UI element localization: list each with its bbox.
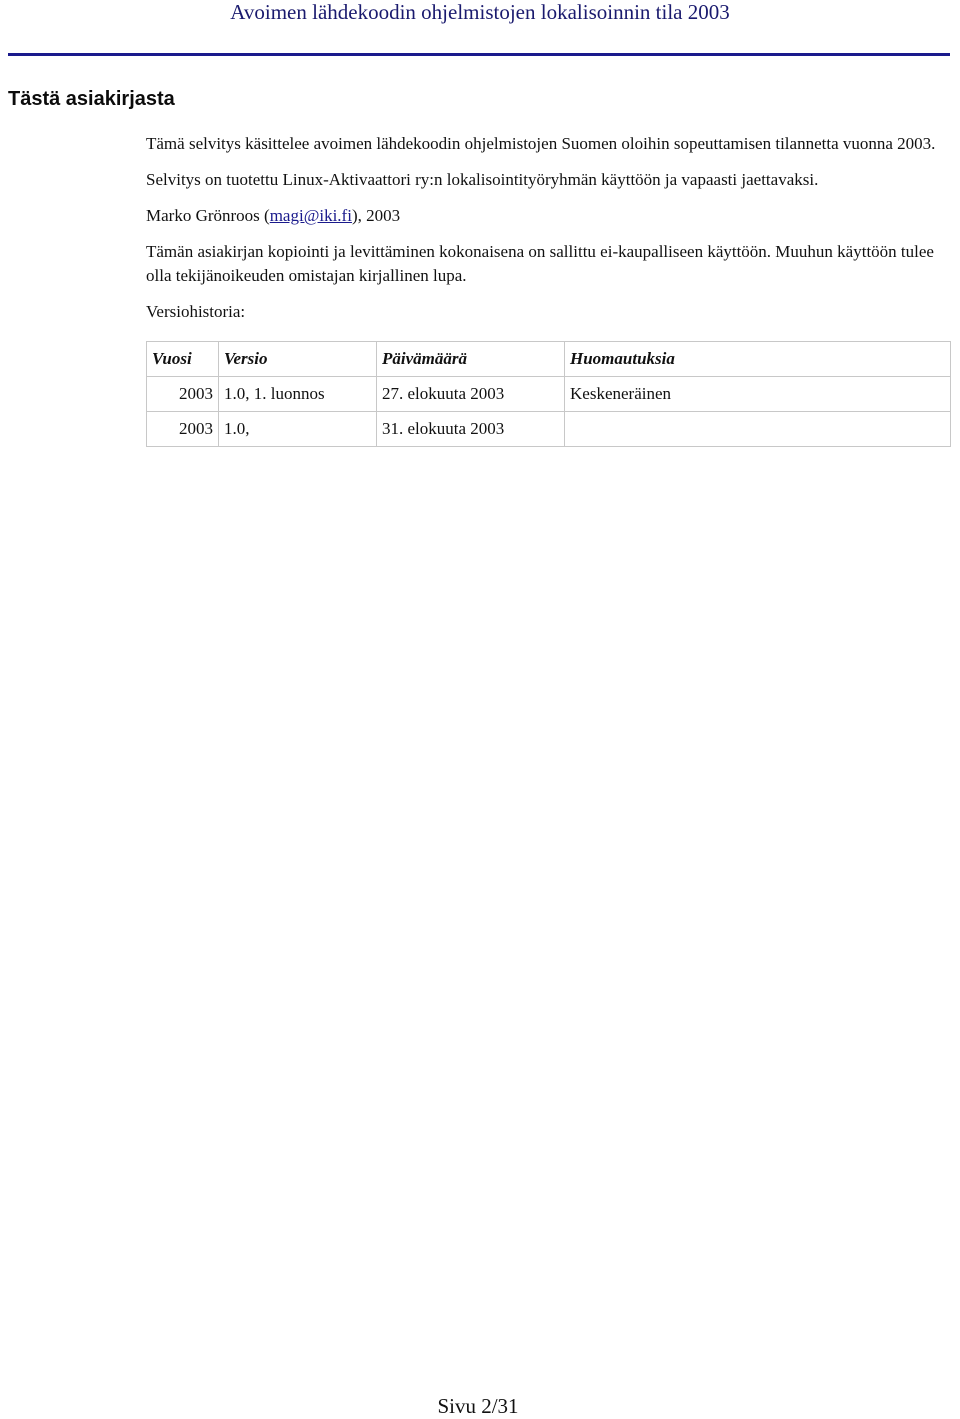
author-line: [146, 204, 960, 228]
cell-version: 1.0,: [219, 412, 377, 447]
version-history-label: Versiohistoria:: [146, 302, 246, 321]
license-paragraph: Tämän asiakirjan kopiointi ja levittäminen kokonaisena on sallittu ei-kaupalliseen käyttöön. Muuhun käyttöön tulee olla tekijänoikeuden omistajan kirjallinen lupa.: [146, 242, 934, 285]
document-body: [146, 132, 960, 447]
version-history-table: [146, 341, 951, 447]
cell-notes: [565, 412, 951, 447]
producer-paragraph: Selvitys on tuotettu Linux-Aktivaattori ry:n lokalisointityöryhmän käyttöön ja vapaasti jaettavaksi.: [146, 170, 819, 189]
header-notes: Huomautuksia: [565, 342, 951, 377]
cell-year: 2003: [147, 377, 219, 412]
cell-date: 31. elokuuta 2003: [377, 412, 565, 447]
intro-paragraph: Tämä selvitys käsittelee avoimen lähdekoodin ohjelmistojen Suomen oloihin sopeuttamisen tilannetta vuonna 2003.: [146, 134, 936, 153]
running-header: Avoimen lähdekoodin ohjelmistojen lokalisoinnin tila 2003: [230, 0, 730, 24]
header-year: Vuosi: [147, 342, 219, 377]
header-version: Versio: [219, 342, 377, 377]
header-rule: [8, 53, 950, 56]
table-header-row: [147, 342, 951, 377]
header-date: Päivämäärä: [377, 342, 565, 377]
author-email-link[interactable]: magi@iki.fi: [269, 206, 352, 225]
author-year: ), 2003: [351, 206, 401, 225]
table-row: [147, 412, 951, 447]
section-heading: Tästä asiakirjasta: [8, 88, 175, 110]
author-name: Marko Grönroos (: [146, 206, 270, 225]
cell-version: 1.0, 1. luonnos: [219, 377, 377, 412]
cell-year: 2003: [147, 412, 219, 447]
table-row: [147, 377, 951, 412]
cell-date: 27. elokuuta 2003: [377, 377, 565, 412]
page-number: Sivu 2/31: [437, 1394, 519, 1418]
cell-notes: Keskeneräinen: [565, 377, 951, 412]
